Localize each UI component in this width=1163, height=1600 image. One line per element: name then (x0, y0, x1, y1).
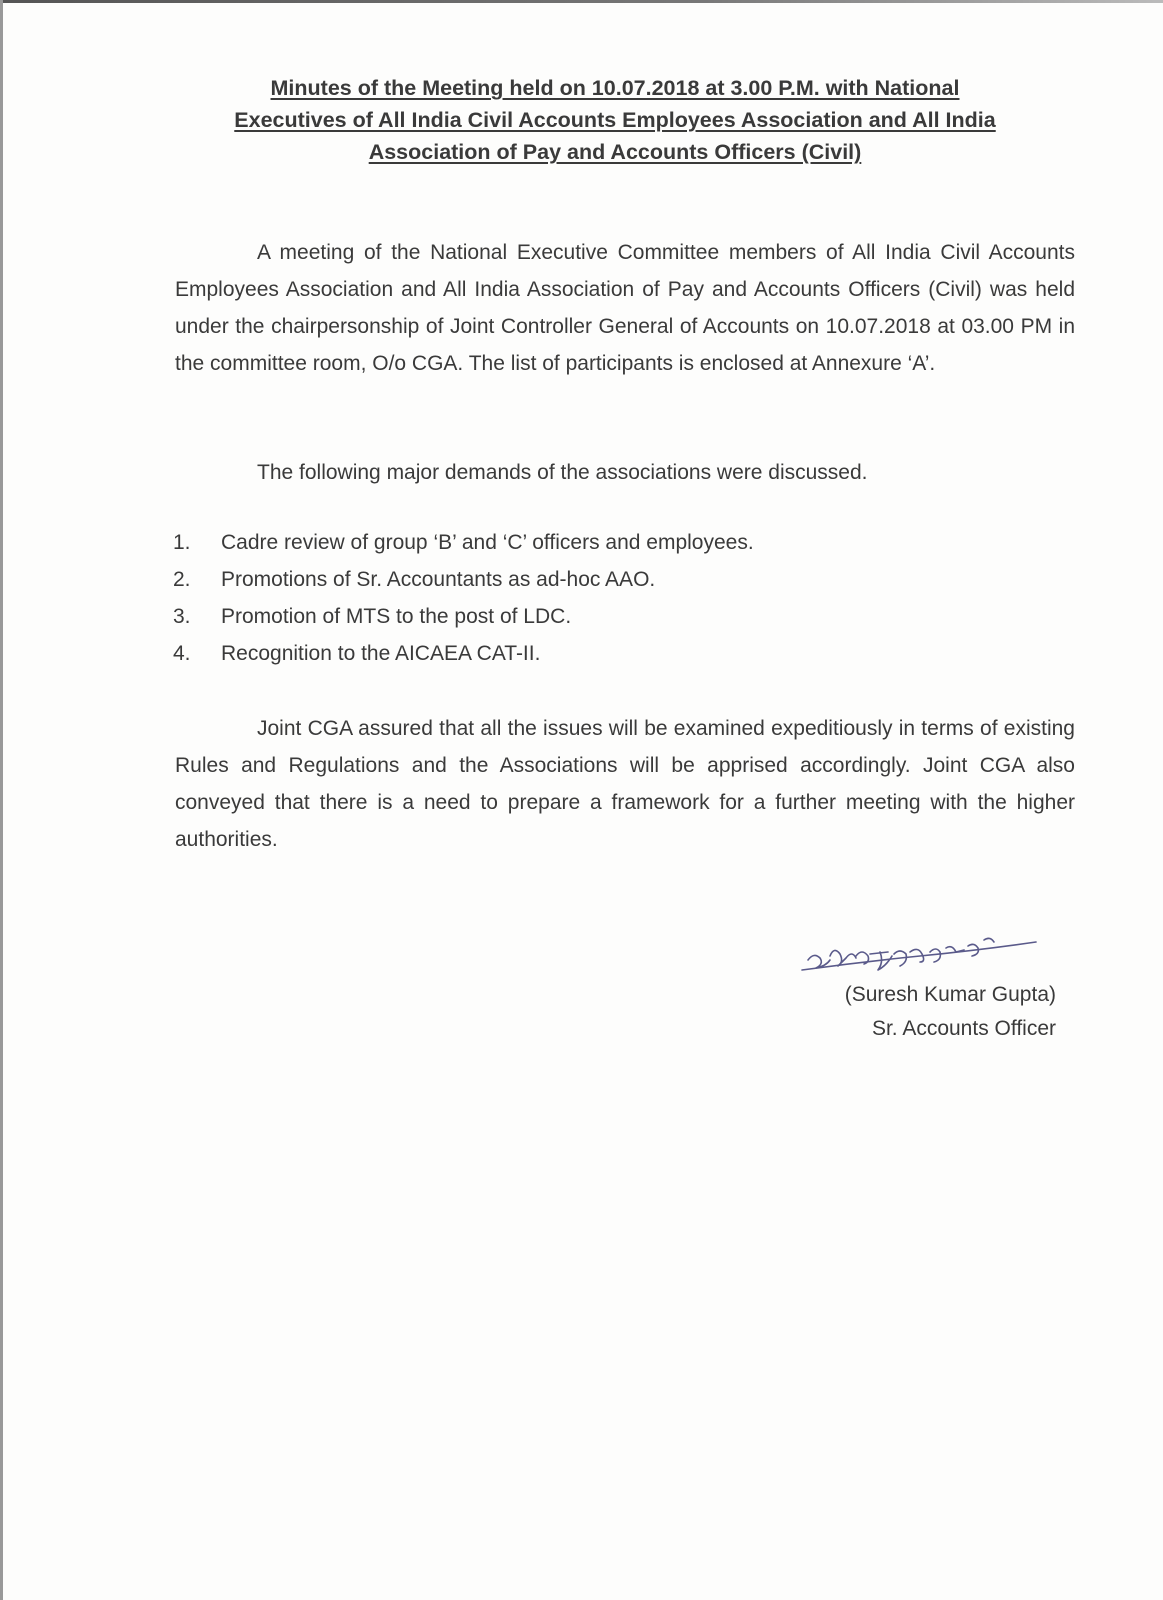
handwritten-signature (800, 922, 1040, 982)
title-line-1: Minutes of the Meeting held on 10.07.2018 at 3.00 P.M. with National (270, 76, 960, 100)
list-item-text: Promotion of MTS to the post of LDC. (221, 605, 572, 628)
list-item-text: Recognition to the AICAEA CAT-II. (221, 642, 541, 665)
list-item (173, 598, 754, 635)
list-item-number: 3. (173, 605, 191, 628)
conclusion-paragraph: Joint CGA assured that all the issues will be examined expeditiously in terms of existing Rules and Regulations and the Associations will be apprised accordingly. Joint CGA also conveyed that there is a need to prepare a framework for a further meeting with the higher authorities. (175, 717, 1075, 851)
document-title (200, 72, 1030, 168)
signatory-designation: Sr. Accounts Officer (871, 1017, 1056, 1040)
list-item-number: 2. (173, 568, 191, 591)
intro-paragraph: A meeting of the National Executive Committee members of All India Civil Accounts Employees Association and All India Association of Pay and Accounts Officers (Civil) was held under the chairpersonship of Joint Controller General of Accounts on 10.07.2018 at 03.00 PM in the committee room, O/o CGA. The list of participants is enclosed at Annexure ‘A’. (175, 241, 1075, 375)
demands-list (173, 524, 754, 672)
title-line-2: Executives of All India Civil Accounts Employees Association and All India (234, 108, 996, 132)
demands-intro-paragraph: The following major demands of the associations were discussed. (257, 461, 868, 484)
scan-edge-top (0, 0, 1163, 3)
list-item (173, 561, 754, 598)
scan-edge-left (0, 0, 3, 1600)
list-item-number: 1. (173, 531, 191, 554)
signatory-name: (Suresh Kumar Gupta) (844, 983, 1056, 1006)
list-item (173, 524, 754, 561)
title-line-3: Association of Pay and Accounts Officers (Civil) (368, 140, 862, 164)
list-item-text: Promotions of Sr. Accountants as ad-hoc AAO. (221, 568, 656, 591)
list-item (173, 635, 754, 672)
list-item-number: 4. (173, 642, 191, 665)
list-item-text: Cadre review of group ‘B’ and ‘C’ officers and employees. (221, 531, 754, 554)
